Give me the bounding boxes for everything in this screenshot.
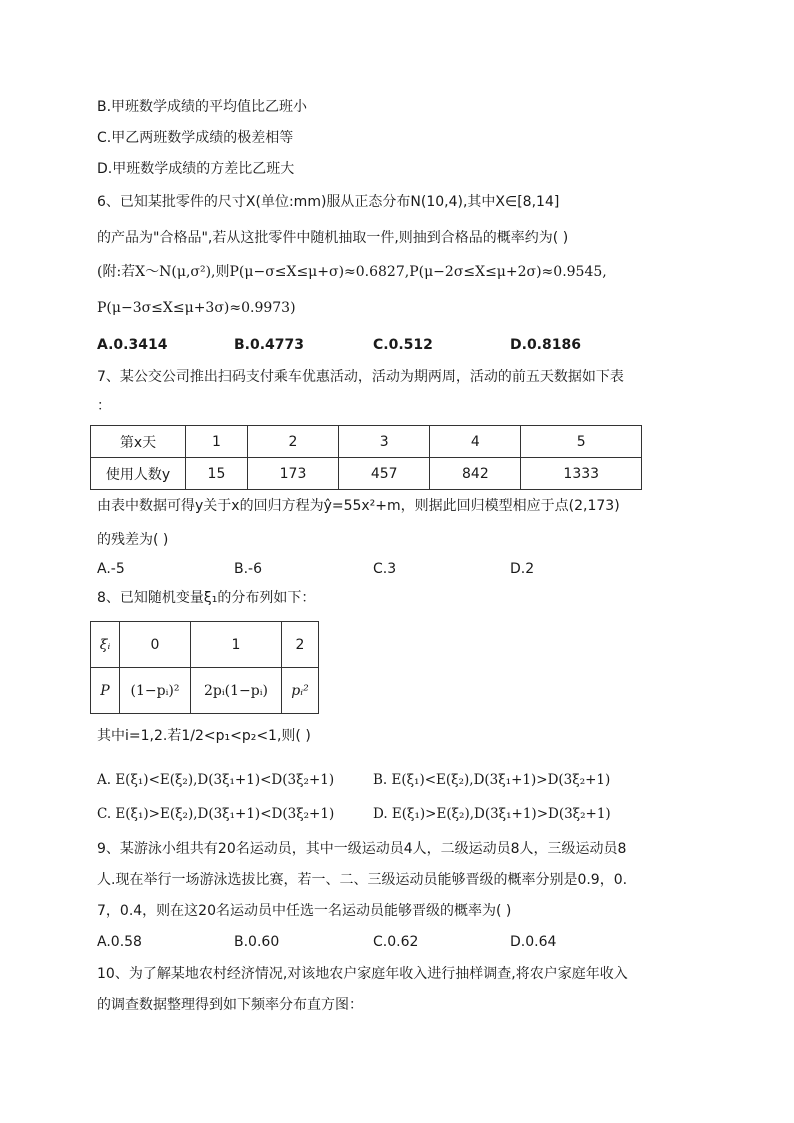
q7-data-table <box>90 425 642 490</box>
q10-stem-line2: 的调查数据整理得到如下频率分布直方图： <box>97 997 363 1013</box>
q7-option-b: B.-6 <box>234 561 263 577</box>
table-cell: 842 <box>430 458 521 490</box>
table-cell: 4 <box>430 426 521 458</box>
q7-option-c: C.3 <box>373 561 397 577</box>
table-cell: 2 <box>282 622 319 668</box>
q9-stem-line2: 人.现在举行一场游泳选拔比赛，若一、二、三级运动员能够晋级的概率分别是0.9，0. <box>97 872 628 888</box>
table-cell: 使用人数y <box>91 458 186 490</box>
q6-option-b: B.0.4773 <box>234 337 305 353</box>
q9-option-d: D.0.64 <box>510 934 557 950</box>
table-cell: pᵢ² <box>282 668 319 714</box>
q8-option-a: A. E(ξ₁)<E(ξ₂),D(3ξ₁+1)<D(3ξ₂+1) <box>97 772 335 788</box>
q8-stem-line2: 其中i=1,2.若1/2<p₁<p₂<1,则( ) <box>97 728 311 744</box>
table-cell: 173 <box>247 458 338 490</box>
table-row <box>91 458 642 490</box>
q6-option-d: D.0.8186 <box>510 337 581 353</box>
q9-option-c: C.0.62 <box>373 934 419 950</box>
q9-stem-line3: 7，0.4，则在这20名运动员中任选一名运动员能够晋级的概率为( ) <box>97 903 512 919</box>
table-cell: 1333 <box>521 458 642 490</box>
table-cell: 3 <box>339 426 430 458</box>
table-cell: 5 <box>521 426 642 458</box>
q9-option-b: B.0.60 <box>234 934 280 950</box>
q7-option-d: D.2 <box>510 561 535 577</box>
q7-option-a: A.-5 <box>97 561 125 577</box>
table-cell: 2 <box>247 426 338 458</box>
q6-option-c: C.0.512 <box>373 337 433 353</box>
q6-note-line1: (附:若X～N(μ,σ²),则P(μ−σ≤X≤μ+σ)≈0.6827,P(μ−2σ≤X≤μ+2σ)≈0.9545, <box>97 264 607 280</box>
table-cell: 1 <box>186 426 248 458</box>
table-cell: 15 <box>186 458 248 490</box>
table-row <box>91 622 319 668</box>
table-cell: 0 <box>120 622 191 668</box>
q7-stem-line4: 的残差为( ) <box>97 532 169 548</box>
q7-stem-line1: 7、某公交公司推出扫码支付乘车优惠活动，活动为期两周，活动的前五天数据如下表 <box>97 369 624 385</box>
q9-option-a: A.0.58 <box>97 934 142 950</box>
q10-stem-line1: 10、为了解某地农村经济情况,对该地农户家庭年收入进行抽样调查,将农户家庭年收入 <box>97 966 628 982</box>
q6-option-a: A.0.3414 <box>97 337 168 353</box>
table-cell: 2pᵢ(1−pᵢ) <box>191 668 282 714</box>
table-cell: P <box>91 668 120 714</box>
q7-stem-line3: 由表中数据可得y关于x的回归方程为ŷ=55x²+m，则据此回归模型相应于点(2,173) <box>97 498 620 514</box>
table-cell: 第x天 <box>91 426 186 458</box>
q8-distribution-table <box>90 621 319 714</box>
q6-stem-line2: 的产品为"合格品",若从这批零件中随机抽取一件,则抽到合格品的概率约为( ) <box>97 230 569 246</box>
table-cell: 457 <box>339 458 430 490</box>
q8-option-c: C. E(ξ₁)>E(ξ₂),D(3ξ₁+1)<D(3ξ₂+1) <box>97 806 335 822</box>
q6-stem-line1: 6、已知某批零件的尺寸X(单位:mm)服从正态分布N(10,4),其中X∈[8,14] <box>97 194 560 210</box>
q9-stem-line1: 9、某游泳小组共有20名运动员，其中一级运动员4人，二级运动员8人，三级运动员8 <box>97 841 627 857</box>
q7-stem-line2: ： <box>97 398 111 414</box>
q8-option-d: D. E(ξ₁)>E(ξ₂),D(3ξ₁+1)>D(3ξ₂+1) <box>373 806 611 822</box>
q8-stem-line1: 8、已知随机变量ξ₁的分布列如下： <box>97 590 316 606</box>
table-cell: 1 <box>191 622 282 668</box>
q5-option-c: C.甲乙两班数学成绩的极差相等 <box>97 130 294 146</box>
q5-option-b: B.甲班数学成绩的平均值比乙班小 <box>97 99 308 115</box>
q8-option-b: B. E(ξ₁)<E(ξ₂),D(3ξ₁+1)>D(3ξ₂+1) <box>373 772 611 788</box>
q5-option-d: D.甲班数学成绩的方差比乙班大 <box>97 161 295 177</box>
table-cell: ξᵢ <box>91 622 120 668</box>
table-cell: (1−pᵢ)² <box>120 668 191 714</box>
table-row <box>91 668 319 714</box>
q6-note-line2: P(μ−3σ≤X≤μ+3σ)≈0.9973) <box>97 300 296 316</box>
table-row <box>91 426 642 458</box>
